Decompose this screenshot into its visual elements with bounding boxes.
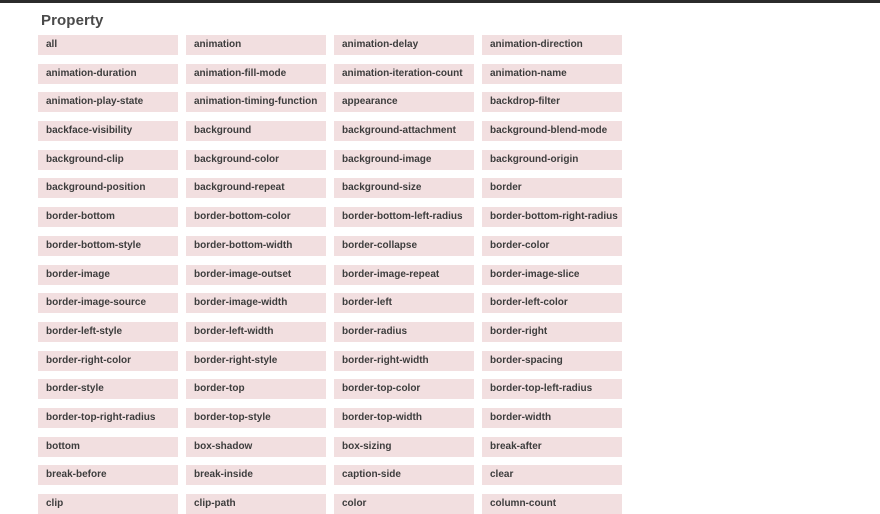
- property-item[interactable]: background-image: [334, 150, 474, 170]
- property-item[interactable]: border-bottom-width: [186, 236, 326, 256]
- property-item[interactable]: border-left-style: [38, 322, 178, 342]
- property-item[interactable]: break-after: [482, 437, 622, 457]
- property-item[interactable]: border-bottom-right-radius: [482, 207, 622, 227]
- property-item[interactable]: background-attachment: [334, 121, 474, 141]
- property-item[interactable]: border-left-color: [482, 293, 622, 313]
- property-item[interactable]: border-image: [38, 265, 178, 285]
- property-item[interactable]: animation-direction: [482, 35, 622, 55]
- property-item[interactable]: border-top: [186, 379, 326, 399]
- property-item[interactable]: bottom: [38, 437, 178, 457]
- property-item[interactable]: background: [186, 121, 326, 141]
- property-item[interactable]: border-collapse: [334, 236, 474, 256]
- property-item[interactable]: background-position: [38, 178, 178, 198]
- property-item[interactable]: border-top-right-radius: [38, 408, 178, 428]
- property-item[interactable]: border-right-color: [38, 351, 178, 371]
- property-item[interactable]: backdrop-filter: [482, 92, 622, 112]
- property-item[interactable]: border-bottom: [38, 207, 178, 227]
- property-item[interactable]: border-left-width: [186, 322, 326, 342]
- property-item[interactable]: border-width: [482, 408, 622, 428]
- property-item[interactable]: animation-duration: [38, 64, 178, 84]
- property-item[interactable]: animation-timing-function: [186, 92, 326, 112]
- property-item[interactable]: background-color: [186, 150, 326, 170]
- property-item[interactable]: border: [482, 178, 622, 198]
- property-item[interactable]: animation-play-state: [38, 92, 178, 112]
- property-item[interactable]: border-right-width: [334, 351, 474, 371]
- property-item[interactable]: caption-side: [334, 465, 474, 485]
- property-item[interactable]: background-blend-mode: [482, 121, 622, 141]
- property-item[interactable]: border-bottom-left-radius: [334, 207, 474, 227]
- property-item[interactable]: column-count: [482, 494, 622, 514]
- property-item[interactable]: break-inside: [186, 465, 326, 485]
- property-item[interactable]: background-repeat: [186, 178, 326, 198]
- property-item[interactable]: border-color: [482, 236, 622, 256]
- property-item[interactable]: border-image-repeat: [334, 265, 474, 285]
- property-item[interactable]: border-spacing: [482, 351, 622, 371]
- property-item[interactable]: animation-delay: [334, 35, 474, 55]
- property-item[interactable]: animation-fill-mode: [186, 64, 326, 84]
- property-item[interactable]: border-bottom-color: [186, 207, 326, 227]
- property-item[interactable]: border-top-left-radius: [482, 379, 622, 399]
- property-item[interactable]: animation-name: [482, 64, 622, 84]
- property-item[interactable]: border-image-source: [38, 293, 178, 313]
- property-item[interactable]: border-top-color: [334, 379, 474, 399]
- property-item[interactable]: all: [38, 35, 178, 55]
- property-item[interactable]: border-image-outset: [186, 265, 326, 285]
- property-item[interactable]: background-size: [334, 178, 474, 198]
- property-item[interactable]: border-right: [482, 322, 622, 342]
- property-item[interactable]: border-top-style: [186, 408, 326, 428]
- top-border: [0, 0, 880, 3]
- property-item[interactable]: box-sizing: [334, 437, 474, 457]
- property-item[interactable]: background-clip: [38, 150, 178, 170]
- property-item[interactable]: clip: [38, 494, 178, 514]
- property-item[interactable]: border-bottom-style: [38, 236, 178, 256]
- property-item[interactable]: clear: [482, 465, 622, 485]
- property-item[interactable]: border-image-width: [186, 293, 326, 313]
- property-item[interactable]: border-top-width: [334, 408, 474, 428]
- property-item[interactable]: border-radius: [334, 322, 474, 342]
- property-item[interactable]: box-shadow: [186, 437, 326, 457]
- property-item[interactable]: border-style: [38, 379, 178, 399]
- property-item[interactable]: border-left: [334, 293, 474, 313]
- property-item[interactable]: border-right-style: [186, 351, 326, 371]
- property-item[interactable]: color: [334, 494, 474, 514]
- property-item[interactable]: border-image-slice: [482, 265, 622, 285]
- page-title: Property: [41, 12, 104, 29]
- property-item[interactable]: animation: [186, 35, 326, 55]
- property-item[interactable]: clip-path: [186, 494, 326, 514]
- property-item[interactable]: background-origin: [482, 150, 622, 170]
- property-item[interactable]: break-before: [38, 465, 178, 485]
- property-item[interactable]: appearance: [334, 92, 474, 112]
- property-grid: [38, 35, 638, 514]
- property-item[interactable]: animation-iteration-count: [334, 64, 474, 84]
- property-item[interactable]: backface-visibility: [38, 121, 178, 141]
